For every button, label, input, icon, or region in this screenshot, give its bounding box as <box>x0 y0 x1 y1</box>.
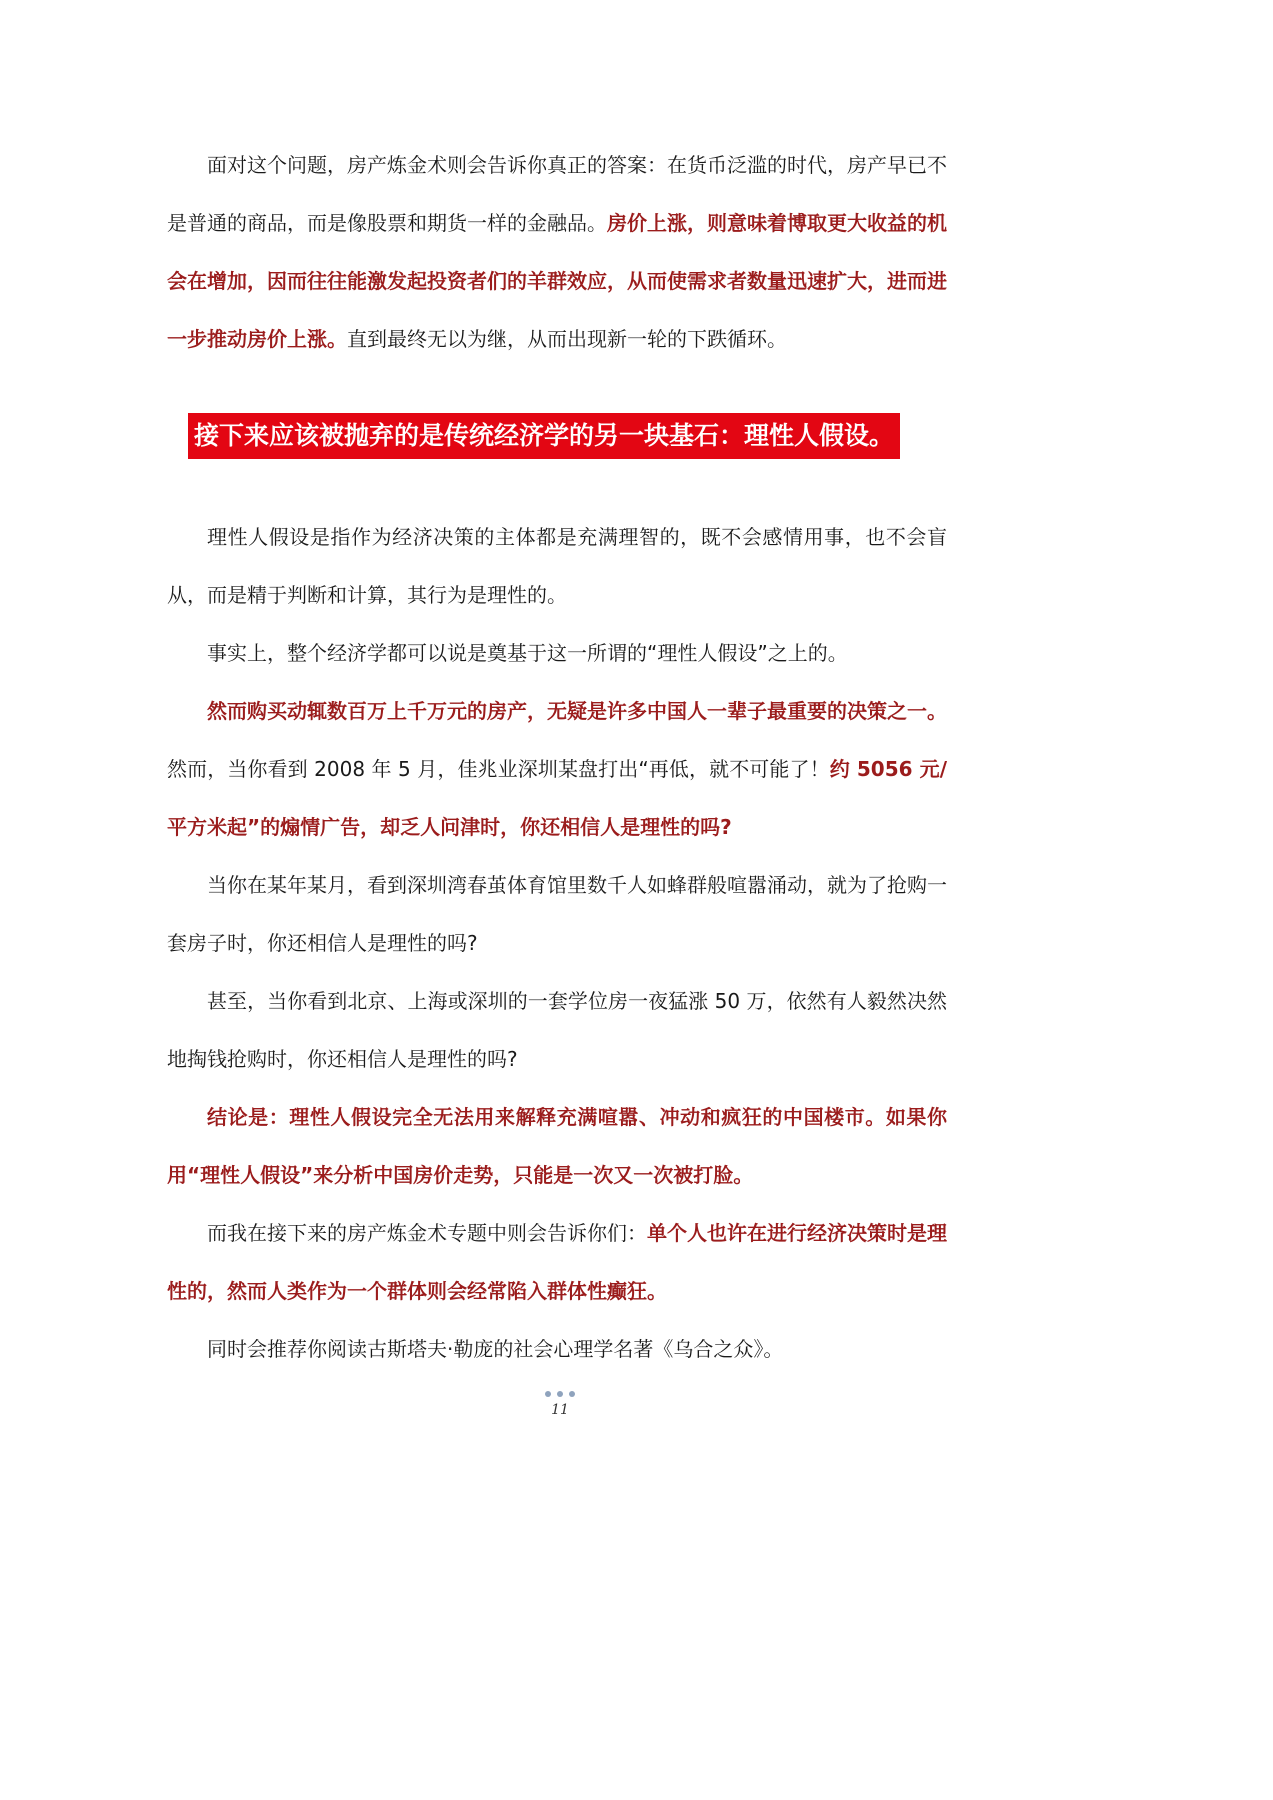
paragraph-text: 面对这个问题，房产炼金术则会告诉你真正的答案：在货币泛滥的时代，房产早已不是普通的商品，而是像股票和期货一样的金融品。 <box>167 153 947 235</box>
section-heading: 接下来应该被抛弃的是传统经济学的另一块基石：理性人假设。 <box>188 413 900 459</box>
paragraph-text: 然而，当你看到 2008 年 5 月，佳兆业深圳某盘打出“再低，就不可能了！ <box>167 757 830 781</box>
emphasis-text: 约 5056 元/平方米起”的煽情广告，却乏人问津时，你还相信人是理性的吗? <box>167 757 947 839</box>
dot <box>569 1391 575 1397</box>
dot <box>545 1391 551 1397</box>
emphasis-text: 然而购买动辄数百万上千万元的房产，无疑是许多中国人一辈子最重要的决策之一。 <box>207 699 947 723</box>
paragraph-group-madness <box>167 1204 947 1320</box>
paragraph-text: 而我在接下来的房产炼金术专题中则会告诉你们： <box>207 1221 647 1245</box>
paragraph-text: 理性人假设是指作为经济决策的主体都是充满理智的，既不会感情用事，也不会盲从，而是精于判断和计算，其行为是理性的。 <box>167 525 947 607</box>
emphasis-text: 房价上涨，则意味着博取更大收益的机会在增加，因而往往能激发起投资者们的羊群效应，从而使需求者数量迅速扩大，进而进一步推动房价上涨。 <box>167 211 947 351</box>
paragraph-ad-example <box>167 740 947 856</box>
paragraph-text: 当你在某年某月，看到深圳湾春茧体育馆里数千人如蜂群般喧嚣涌动，就为了抢购一套房子时，你还相信人是理性的吗? <box>167 873 947 955</box>
emphasis-text: 单个人也许在进行经济决策时是理性的，然而人类作为一个群体则会经常陷入群体性癫狂。 <box>167 1221 947 1303</box>
paragraph-rational-definition <box>167 508 947 624</box>
page-number: 11 <box>551 1402 569 1418</box>
paragraph-stadium-example <box>167 856 947 972</box>
paragraph-text: 同时会推荐你阅读古斯塔夫·勒庞的社会心理学名著《乌合之众》。 <box>207 1337 784 1361</box>
ellipsis-dots-icon <box>530 1391 590 1399</box>
paragraph-text: 直到最终无以为继，从而出现新一轮的下跌循环。 <box>347 327 787 351</box>
dot <box>557 1391 563 1397</box>
section-heading-banner <box>188 413 900 459</box>
paragraph-answer <box>167 136 947 368</box>
emphasis-text: 结论是：理性人假设完全无法用来解释充满喧嚣、冲动和疯狂的中国楼市。如果你用“理性人假设”来分析中国房价走势，只能是一次又一次被打脸。 <box>167 1105 947 1187</box>
paragraph-text: 事实上，整个经济学都可以说是奠基于这一所谓的“理性人假设”之上的。 <box>207 641 848 665</box>
page-footer <box>530 1391 590 1419</box>
paragraph-text: 甚至，当你看到北京、上海或深圳的一套学位房一夜猛涨 50 万，依然有人毅然决然地掏钱抢购时，你还相信人是理性的吗? <box>167 989 947 1071</box>
paragraph-foundation <box>167 624 947 682</box>
paragraph-major-decision <box>167 682 947 740</box>
paragraph-school-district-example <box>167 972 947 1088</box>
paragraph-conclusion <box>167 1088 947 1204</box>
paragraph-book-recommendation <box>167 1320 947 1378</box>
